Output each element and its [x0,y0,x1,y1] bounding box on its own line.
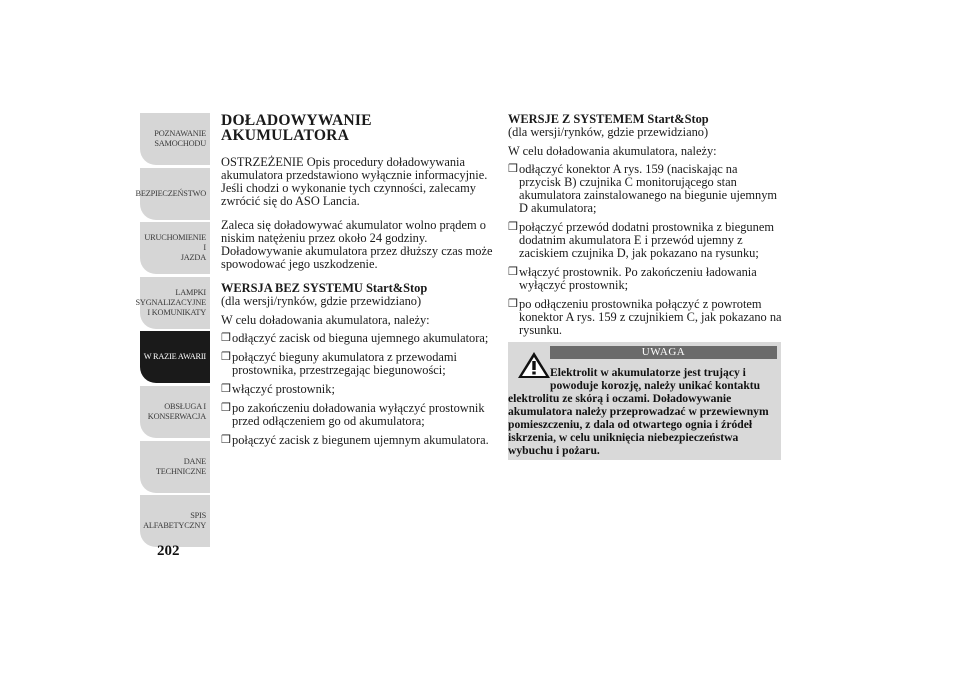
warning-text-line: Elektrolit w akumulatorze jest trujący i [550,366,746,379]
tab-label: W RAZIE AWARII [143,352,206,362]
tab-lampki-sygnalizacyjne[interactable] [135,277,210,329]
tab-spis-alfabetyczny[interactable] [140,495,210,547]
tab-dane-techniczne[interactable] [140,441,210,493]
step-text: odłączyć konektor A rys. 159 (naciskając na przycisk B) czujnika C monitorującego stan akumulatora zainstalowanego na biegunie ujemnym D akumulatora; [519,162,778,215]
left-column [221,113,497,453]
checkbox-bullet-icon: ❒ [508,266,518,278]
list-item [221,402,497,428]
step-text: połączyć bieguny akumulatora z przewodami prostownika, przestrzegając biegunowości; [232,350,458,377]
tab-label: SPIS ALFABETYCZNY [143,511,206,531]
heading-line: AKUMULATORA [221,127,350,144]
step-text: połączyć zacisk z biegunem ujemnym akumulatora. [232,433,489,447]
step-text: włączyć prostownik; [232,382,335,396]
tab-w-razie-awarii[interactable] [140,331,210,383]
step-text: połączyć przewód dodatni prostownika z biegunem dodatnim akumulatora E i przewód ujemny z zaciskiem czujnika D, jak pokazano na rysunku; [519,220,774,260]
list-item [508,266,782,292]
tab-label: URUCHOMIENIE I JAZDA [144,233,206,263]
checkbox-bullet-icon: ❒ [508,298,518,310]
step-text: po odłączeniu prostownika połączyć z powrotem konektor A rys. 159 z czujnikiem C, jak pokazano na rysunku. [519,297,782,337]
heading-line: DOŁADOWYWANIE [221,112,372,129]
checkbox-bullet-icon: ❒ [221,351,231,363]
checkbox-bullet-icon: ❒ [221,332,231,344]
list-item [508,221,782,260]
checkbox-bullet-icon: ❒ [221,434,231,446]
caution-paragraph: OSTRZEŻENIE Opis procedury doładowywania akumulatora przedstawiono wyłącznie informacyjnie. Jeśli chodzi o wykonanie tych czynności, zalecamy zwrócić się do ASO Lancia. [221,155,488,208]
warning-text-rest: elektrolitu ze skórą i oczami. Doładowywanie akumulatora należy przeprowadzać w przewiewnym pomieszczeniu, z dala od otwartego ognia i źródeł iskrzenia, w celu uniknięcia niebezpieczeństwa wybuchu i pożaru. [508,392,769,457]
list-item [221,351,497,377]
list-item [221,434,497,447]
tab-uruchomienie-i-jazda[interactable] [140,222,210,274]
section-heading [221,113,497,143]
chapter-tabs [135,113,210,550]
steps-list [508,163,782,337]
body-paragraph: Zaleca się doładowywać akumulator wolno prądem o niskim natężeniu przez około 24 godziny. Doładowywanie akumulatora przez dłuższy czas może spowodować jego uszkodzenie. [221,218,493,271]
tab-bezpieczenstwo[interactable] [135,168,210,220]
tab-label: OBSŁUGA I KONSERWACJA [147,401,206,421]
checkbox-bullet-icon: ❒ [221,383,231,395]
tab-label: POZNAWANIE SAMOCHODU [154,129,206,148]
warning-heading: UWAGA [550,346,777,359]
page-number: 202 [157,543,180,559]
tab-obsluga-i-konserwacja[interactable] [140,386,210,438]
warning-text [508,366,776,457]
warning-text-line: powoduje korozję, należy unikać kontaktu [550,379,761,392]
subsection-title: WERSJE Z SYSTEMEM Start&Stop [508,112,709,126]
tab-label: LAMPKI SYGNALIZACYJNE I KOMUNIKATY [135,287,206,317]
step-text: po zakończeniu doładowania wyłączyć prostownik przed odłączeniem go od akumulatora; [232,401,485,428]
list-item [221,332,497,345]
subsection-note: (dla wersji/rynków, gdzie przewidziano) [508,125,709,139]
step-text: odłączyć zacisk od bieguna ujemnego akumulatora; [232,331,489,345]
checkbox-bullet-icon: ❒ [221,402,231,414]
subsection-title: WERSJA BEZ SYSTEMU Start&Stop [221,281,428,295]
steps-intro: W celu doładowania akumulatora, należy: [221,313,430,327]
list-item [508,163,782,215]
steps-intro: W celu doładowania akumulatora, należy: [508,144,717,158]
tab-label: DANE TECHNICZNE [155,456,206,476]
tab-poznawanie-samochodu[interactable] [140,113,210,165]
right-column [508,113,782,343]
step-text: włączyć prostownik. Po zakończeniu ładowania wyłączyć prostownik; [519,265,757,292]
checkbox-bullet-icon: ❒ [508,221,518,233]
warning-box [508,342,781,460]
tab-label: BEZPIECZEŃSTWO [135,188,206,198]
checkbox-bullet-icon: ❒ [508,163,518,175]
steps-list [221,332,497,447]
list-item [221,383,497,396]
subsection-note: (dla wersji/rynków, gdzie przewidziano) [221,294,422,308]
list-item [508,298,782,337]
